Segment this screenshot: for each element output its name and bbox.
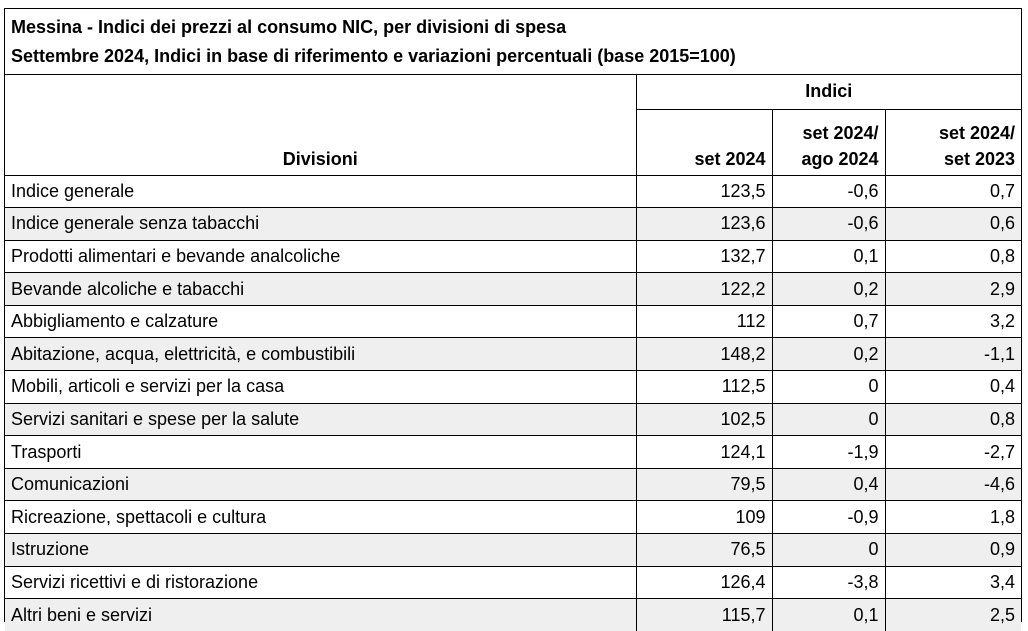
header-set-2024 [636,109,772,175]
table-title-block [5,9,1021,75]
row-value-set: 102,5 [636,403,772,436]
row-value-monthly: 0 [772,371,885,404]
row-value-monthly: 0 [772,403,885,436]
table-row [5,305,1021,338]
row-value-yearly: 0,8 [885,240,1021,273]
row-label: Abitazione, acqua, elettricità, e combustibili [5,338,636,371]
row-value-monthly: 0,1 [772,240,885,273]
row-value-set: 123,6 [636,208,772,241]
header-set-2024-label: set 2024 [694,148,766,169]
row-value-yearly: 2,9 [885,273,1021,306]
row-label: Trasporti [5,436,636,469]
row-value-yearly: 1,8 [885,501,1021,534]
row-label: Ricreazione, spettacoli e cultura [5,501,636,534]
row-value-monthly: 0 [772,534,885,567]
row-value-yearly: 0,4 [885,371,1021,404]
table-title: Messina - Indici dei prezzi al consumo NIC, per divisioni di spesa [11,17,567,37]
row-value-monthly: 0,7 [772,305,885,338]
row-value-monthly: -0,6 [772,175,885,208]
table-row [5,468,1021,501]
row-value-set: 148,2 [636,338,772,371]
row-value-set: 123,5 [636,175,772,208]
row-value-monthly: 0,4 [772,468,885,501]
row-label: Comunicazioni [5,468,636,501]
table-subtitle: Settembre 2024, Indici in base di riferimento e variazioni percentuali (base 2015=100) [11,46,736,66]
row-label: Abbigliamento e calzature [5,305,636,338]
row-label: Indice generale senza tabacchi [5,208,636,241]
table-row [5,566,1021,599]
row-value-set: 124,1 [636,436,772,469]
row-value-monthly: -3,8 [772,566,885,599]
row-value-set: 132,7 [636,240,772,273]
row-value-monthly: 0,1 [772,599,885,631]
row-value-yearly: 0,9 [885,534,1021,567]
row-value-yearly: -1,1 [885,338,1021,371]
table-row [5,599,1021,631]
header-var-monthly-line2: ago 2024 [801,148,879,169]
row-value-yearly: 3,4 [885,566,1021,599]
table-row [5,403,1021,436]
row-label: Prodotti alimentari e bevande analcoliche [5,240,636,273]
row-value-yearly: -2,7 [885,436,1021,469]
row-label: Istruzione [5,534,636,567]
table-row [5,338,1021,371]
header-group-indici: Indici [636,75,1021,109]
row-value-yearly: 0,8 [885,403,1021,436]
row-value-set: 79,5 [636,468,772,501]
row-value-set: 112 [636,305,772,338]
header-var-monthly-line1: set 2024/ [802,122,879,143]
table-row [5,273,1021,306]
row-value-set: 112,5 [636,371,772,404]
row-value-set: 122,2 [636,273,772,306]
header-var-yearly-line2: set 2023 [943,148,1016,169]
row-value-monthly: -0,9 [772,501,885,534]
row-value-set: 109 [636,501,772,534]
row-label: Servizi sanitari e spese per la salute [5,403,636,436]
table-row [5,371,1021,404]
table-body [5,175,1021,631]
row-value-yearly: 0,6 [885,208,1021,241]
row-value-yearly: 3,2 [885,305,1021,338]
header-divisioni: Divisioni [5,109,636,175]
row-value-yearly: -4,6 [885,468,1021,501]
header-var-yearly-line1: set 2024/ [938,122,1016,143]
row-label: Mobili, articoli e servizi per la casa [5,371,636,404]
row-value-monthly: -0,6 [772,208,885,241]
row-label: Indice generale [5,175,636,208]
price-index-table-frame [4,8,1022,625]
row-label: Bevande alcoliche e tabacchi [5,273,636,306]
header-var-yearly [885,109,1021,175]
row-value-set: 126,4 [636,566,772,599]
table-row [5,240,1021,273]
table-row [5,501,1021,534]
row-value-monthly: 0,2 [772,273,885,306]
table-row [5,534,1021,567]
row-value-yearly: 0,7 [885,175,1021,208]
header-var-monthly [772,109,885,175]
table-row [5,436,1021,469]
table-row [5,175,1021,208]
header-spacer [5,75,636,109]
row-value-set: 76,5 [636,534,772,567]
row-value-monthly: -1,9 [772,436,885,469]
price-index-table [5,75,1021,631]
row-label: Servizi ricettivi e di ristorazione [5,566,636,599]
row-value-yearly: 2,5 [885,599,1021,631]
row-value-monthly: 0,2 [772,338,885,371]
row-value-set: 115,7 [636,599,772,631]
table-row [5,208,1021,241]
row-label: Altri beni e servizi [5,599,636,631]
